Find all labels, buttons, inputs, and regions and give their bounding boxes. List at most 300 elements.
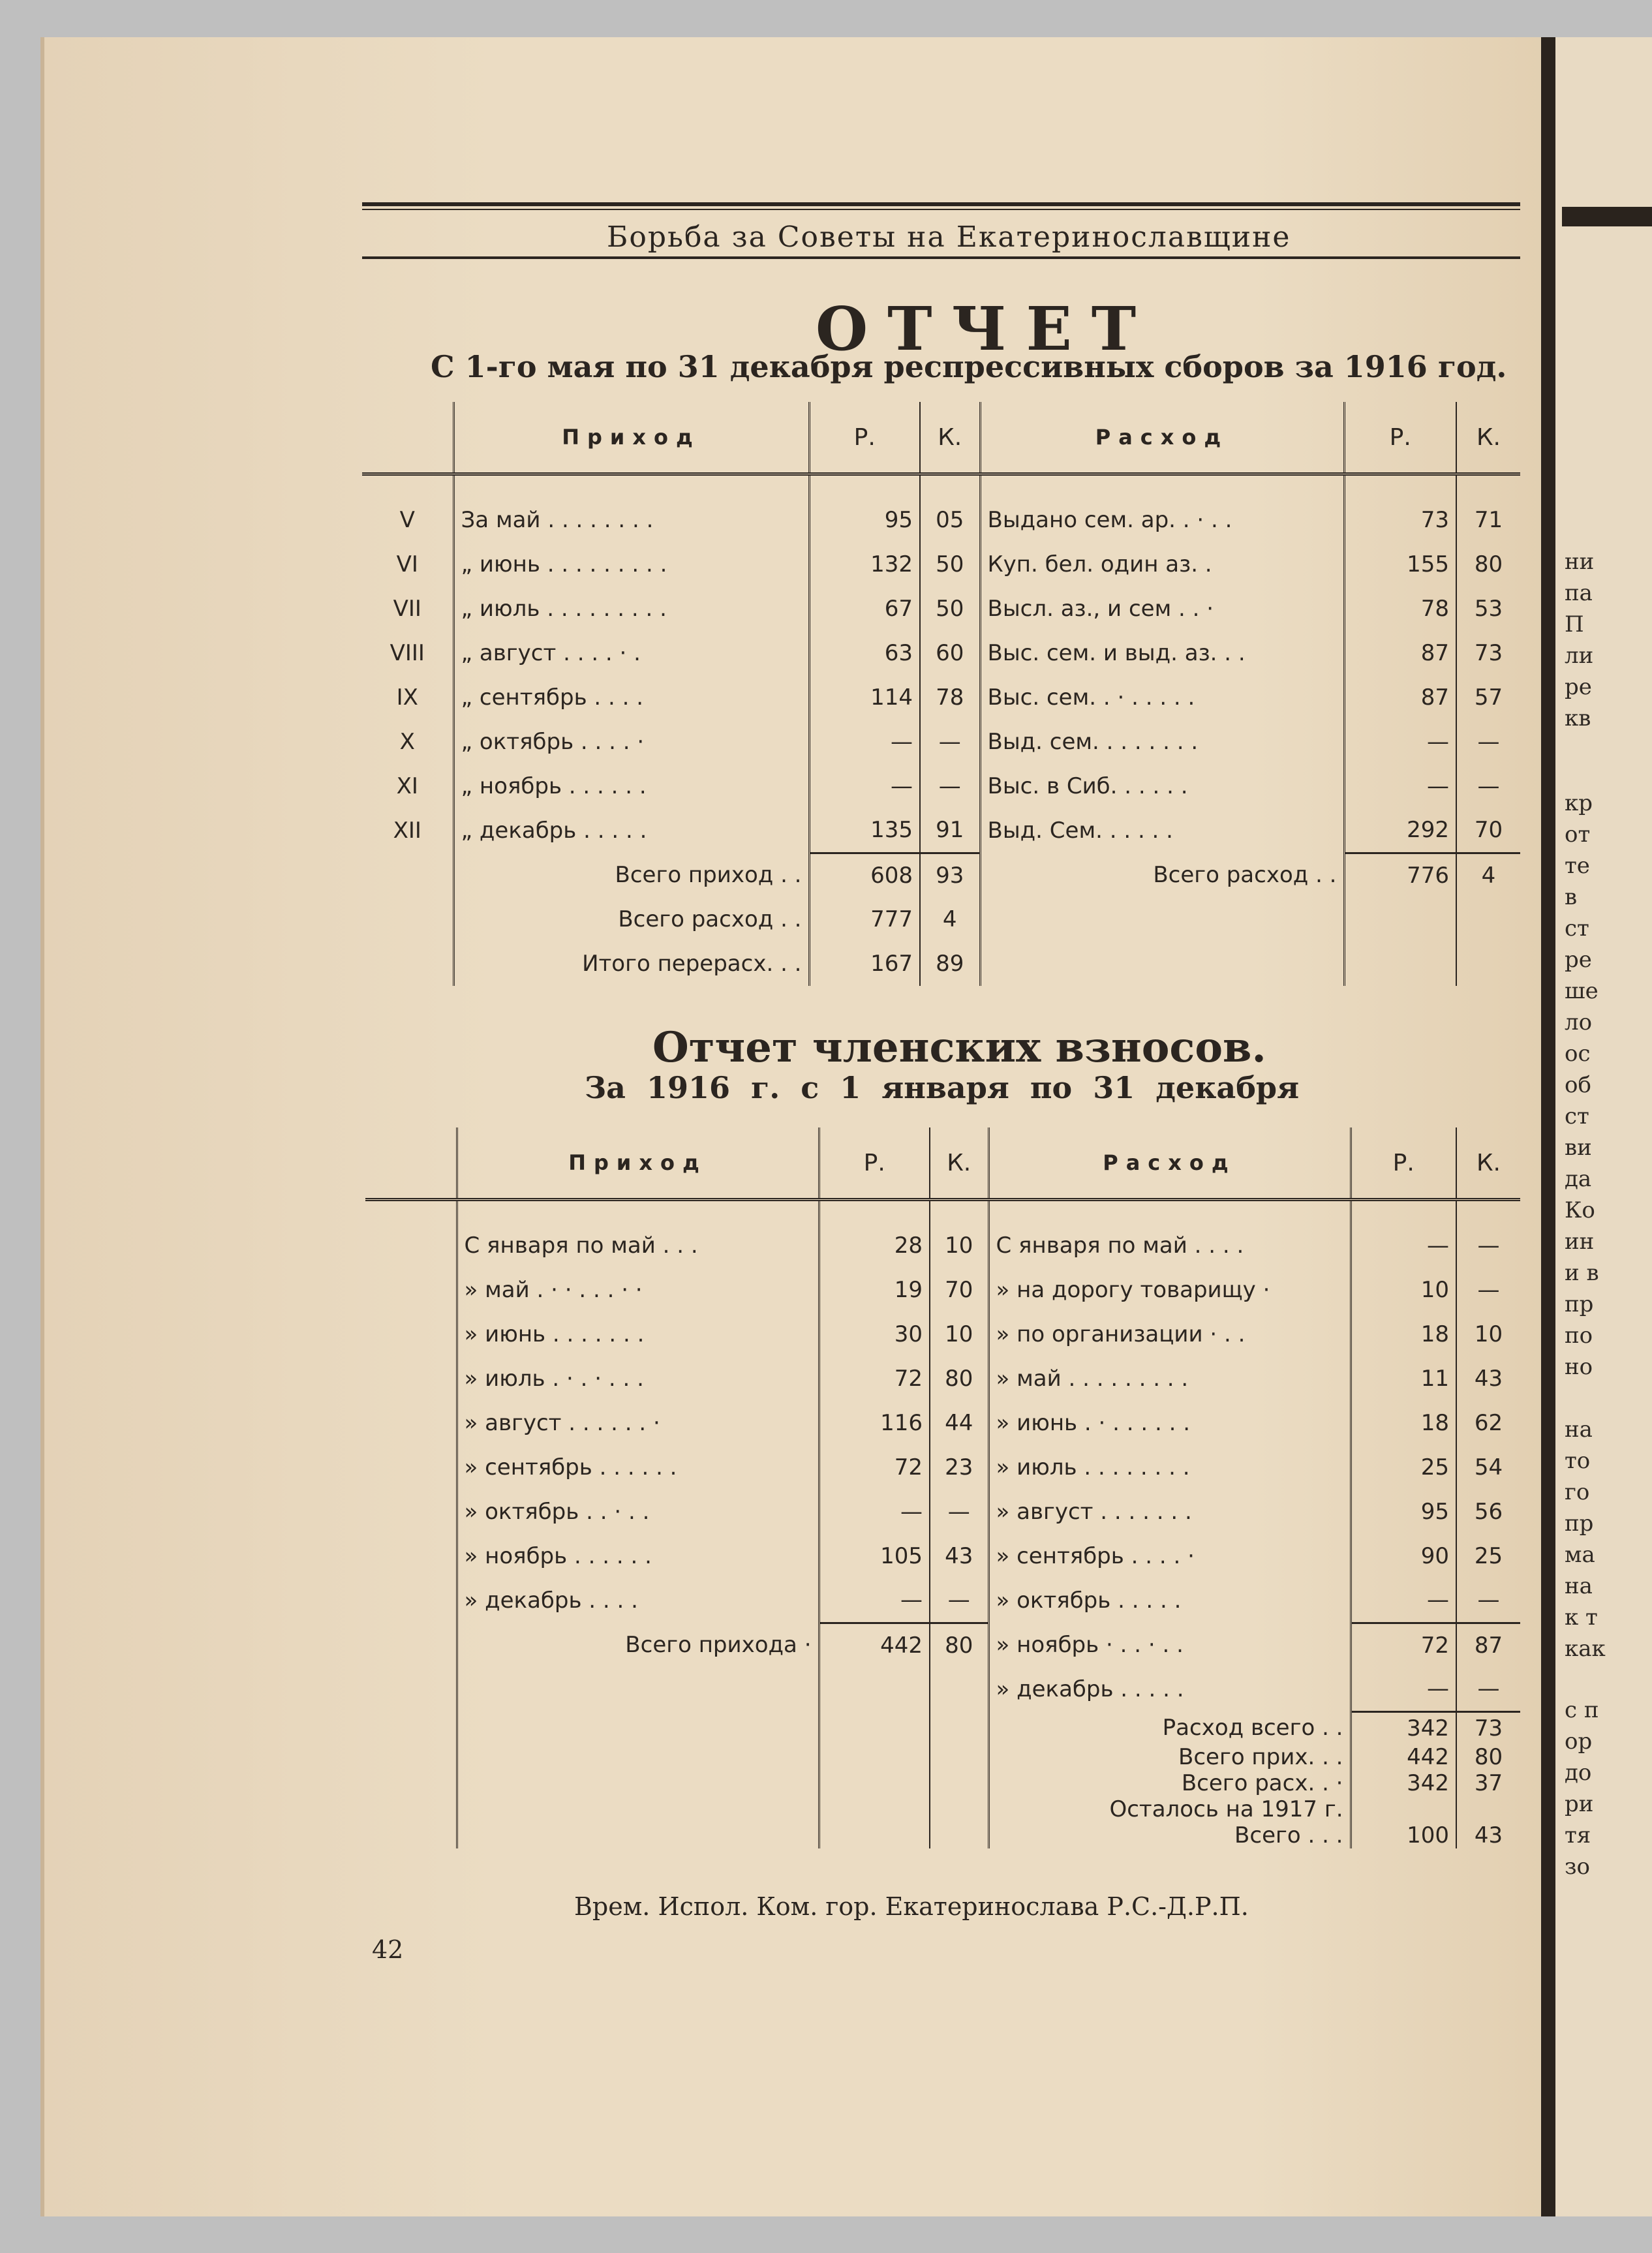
total-label: Всего приход . . (453, 853, 809, 897)
adjacent-page-text: ре (1565, 674, 1592, 700)
empty-cell (365, 1667, 457, 1711)
total-rub: 777 (809, 897, 920, 942)
empty-cell (988, 1200, 1351, 1224)
table-row (362, 764, 1520, 808)
expense-rub: 78 (1344, 587, 1456, 631)
table-row (365, 1445, 1520, 1490)
expense-rub: 95 (1351, 1490, 1456, 1534)
expense-label: » июль . . . . . . . . (988, 1445, 1351, 1490)
empty-cell (365, 1200, 457, 1224)
income-label: За май . . . . . . . . (453, 498, 809, 542)
expense-total-kop: 4 (1456, 853, 1520, 897)
income-rub: — (819, 1490, 930, 1534)
empty-cell (980, 942, 1344, 986)
empty-cell (930, 1200, 988, 1224)
expense-kop: 73 (1474, 640, 1503, 666)
empty-cell (457, 1200, 819, 1224)
table-row (362, 498, 1520, 542)
month-numeral: VIII (362, 631, 453, 675)
header-rule-top-thin (362, 209, 1520, 210)
adjacent-page-text: ли (1565, 643, 1594, 669)
adjacent-page-text: к т (1565, 1604, 1598, 1631)
table-row (362, 587, 1520, 631)
income-label: » июль . · . · . . . (457, 1356, 819, 1401)
empty-cell (819, 1200, 930, 1224)
total-kop: 93 (920, 853, 980, 897)
income-rub: 105 (819, 1534, 930, 1578)
expense-total-rub (1351, 1796, 1456, 1822)
empty-cell (362, 942, 453, 986)
expense-label: С января по май . . . . (988, 1223, 1351, 1268)
income-label: » июнь . . . . . . . (457, 1312, 819, 1356)
adjacent-page-text: с п (1565, 1697, 1599, 1723)
expense-label: Выд. сем. . . . . . . . (980, 720, 1344, 764)
expense-label: Куп. бел. один аз. . (980, 542, 1344, 587)
adjacent-page-text: но (1565, 1354, 1593, 1380)
expense-label: » май . . . . . . . . . (988, 1356, 1351, 1401)
adjacent-page-text: П (1565, 611, 1584, 637)
report-subtitle: С 1-го мая по 31 декабря респрессивных сборов за 1916 год. (431, 349, 1507, 384)
expense-kop: 56 (1474, 1499, 1503, 1525)
adjacent-page-text: ше (1565, 978, 1598, 1004)
empty-cell (365, 1770, 457, 1796)
income-total-rub: 442 (819, 1623, 930, 1667)
empty-cell (1344, 897, 1456, 942)
table-row (365, 1770, 1520, 1796)
income-kop: 23 (930, 1445, 988, 1490)
income-rub: 63 (809, 631, 920, 675)
month-numeral: VII (362, 587, 453, 631)
expense-kop: 87 (1456, 1623, 1520, 1667)
expense-kop: 25 (1474, 1543, 1503, 1569)
income-kop: 10 (930, 1312, 988, 1356)
expense-total-rub: 342 (1351, 1711, 1456, 1744)
expense-rub: 87 (1344, 631, 1456, 675)
table-row (362, 942, 1520, 986)
empty-cell (457, 1822, 819, 1848)
total-label: Итого перерасх. . . (453, 942, 809, 986)
expense-kop: 62 (1474, 1410, 1503, 1436)
table-row (362, 853, 1520, 897)
empty-cell (453, 474, 809, 498)
table-row (365, 1623, 1520, 1667)
expense-rub: 87 (1344, 675, 1456, 720)
expense-total-kop: 80 (1474, 1744, 1503, 1770)
expense-total-label: Всего расход . . (980, 853, 1344, 897)
empty-cell (365, 1356, 457, 1401)
adjacent-page-text: ос (1565, 1041, 1591, 1067)
expense-header: Расход (980, 402, 1344, 474)
month-numeral: VI (362, 542, 453, 587)
income-kop: 05 (920, 498, 980, 542)
report-title: ОТЧЕТ (816, 294, 1156, 364)
expense-kop: 10 (1474, 1321, 1503, 1347)
adjacent-page-text: зо (1565, 1854, 1591, 1880)
expense-total-rub: 776 (1344, 853, 1456, 897)
expense-kop-header: К. (1456, 1127, 1520, 1200)
adjacent-page-text: по (1565, 1323, 1593, 1349)
expense-rub: — (1351, 1223, 1456, 1268)
expense-rub: — (1344, 764, 1456, 808)
income-kop: 78 (920, 675, 980, 720)
adjacent-page-text: ин (1565, 1229, 1595, 1255)
expense-label: Высл. аз., и сем . . · (980, 587, 1344, 631)
income-kop: 50 (920, 587, 980, 631)
month-header (362, 402, 453, 474)
income-rub: 72 (819, 1445, 930, 1490)
empty-cell (809, 474, 920, 498)
income-rub: 28 (819, 1223, 930, 1268)
empty-cell (457, 1711, 819, 1744)
income-kop: 10 (930, 1223, 988, 1268)
table-row (362, 897, 1520, 942)
adjacent-page-text: то (1565, 1448, 1591, 1474)
month-numeral: X (362, 720, 453, 764)
adjacent-page-text: го (1565, 1479, 1590, 1505)
empty-cell (930, 1822, 988, 1848)
table-row (365, 1356, 1520, 1401)
empty-cell (1344, 474, 1456, 498)
month-numeral: IX (362, 675, 453, 720)
total-label: Всего расход . . (453, 897, 809, 942)
page-edge (40, 37, 44, 2216)
empty-cell (930, 1667, 988, 1711)
adjacent-page-text: те (1565, 853, 1590, 879)
empty-cell (365, 1534, 457, 1578)
empty-cell (819, 1822, 930, 1848)
table-row (365, 1578, 1520, 1623)
income-label: » сентябрь . . . . . . (457, 1445, 819, 1490)
total-kop: 89 (920, 942, 980, 986)
income-rub: 30 (819, 1312, 930, 1356)
table-row (365, 1268, 1520, 1312)
adjacent-page-text: пр (1565, 1291, 1594, 1317)
table-row (365, 1744, 1520, 1770)
expense-total-label: Всего прих. . . (988, 1744, 1351, 1770)
income-rub: 132 (809, 542, 920, 587)
table-row (365, 1312, 1520, 1356)
expense-rub: — (1344, 720, 1456, 764)
table-row (362, 631, 1520, 675)
adjacent-page-text: кр (1565, 790, 1593, 816)
expense-label: Выд. Сем. . . . . . (980, 808, 1344, 853)
income-kop: 60 (920, 631, 980, 675)
expense-rub-header: Р. (1351, 1127, 1456, 1200)
empty-cell (1456, 474, 1520, 498)
empty-cell (365, 1796, 457, 1822)
expense-label: » июнь . · . . . . . . (988, 1401, 1351, 1445)
expense-kop: — (1477, 729, 1500, 755)
expense-total-rub: 100 (1351, 1822, 1456, 1848)
empty-cell (362, 897, 453, 942)
expense-label: » август . . . . . . . (988, 1490, 1351, 1534)
empty-cell (980, 474, 1344, 498)
table-row (362, 542, 1520, 587)
expense-kop: 57 (1474, 684, 1503, 711)
income-kop: 80 (930, 1356, 988, 1401)
expense-rub: — (1351, 1578, 1456, 1623)
expense-kop: 43 (1474, 1366, 1503, 1392)
adjacent-page (1555, 37, 1652, 2216)
expense-rub: 90 (1351, 1534, 1456, 1578)
income-kop: 91 (920, 808, 980, 853)
empty-cell (457, 1770, 819, 1796)
empty-cell (365, 1312, 457, 1356)
membership-report-title: Отчет членских взносов. (652, 1023, 1266, 1072)
adjacent-page-text: в (1565, 884, 1578, 910)
income-label: „ октябрь . . . . · (453, 720, 809, 764)
income-rub: 19 (819, 1268, 930, 1312)
income-label: „ сентябрь . . . . (453, 675, 809, 720)
adjacent-page-text: да (1565, 1166, 1592, 1192)
adjacent-page-text: ст (1565, 1103, 1589, 1129)
kop-header: К. (930, 1127, 988, 1200)
table-row (365, 1490, 1520, 1534)
total-kop: 4 (920, 897, 980, 942)
empty-cell (457, 1667, 819, 1711)
expense-label: » октябрь . . . . . (988, 1578, 1351, 1623)
adjacent-page-text: ма (1565, 1542, 1595, 1568)
expense-label: Выс. сем. . · . . . . . (980, 675, 1344, 720)
header-rule-top (362, 202, 1520, 206)
empty-cell (930, 1711, 988, 1744)
expense-label: Выс. сем. и выд. аз. . . (980, 631, 1344, 675)
expense-label: » по организации · . . (988, 1312, 1351, 1356)
empty-cell (1351, 1200, 1456, 1224)
expense-total-label: Осталось на 1917 г. (988, 1796, 1351, 1822)
expense-rub: — (1351, 1667, 1456, 1711)
expense-rub: 18 (1351, 1312, 1456, 1356)
empty-cell (1456, 897, 1520, 942)
expense-kop: 70 (1474, 817, 1503, 844)
table-row (362, 474, 1520, 498)
expense-total-kop: 73 (1456, 1711, 1520, 1744)
expense-kop: — (1477, 1233, 1500, 1259)
empty-cell (365, 1623, 457, 1667)
adjacent-page-text: об (1565, 1072, 1591, 1098)
table-row (365, 1822, 1520, 1848)
adjacent-page-text: ст (1565, 915, 1589, 942)
adjacent-page-text: па (1565, 580, 1593, 606)
expense-rub-header: Р. (1344, 402, 1456, 474)
adjacent-page-text: тя (1565, 1822, 1591, 1848)
month-numeral: XII (362, 808, 453, 853)
income-label: „ июнь . . . . . . . . . (453, 542, 809, 587)
expense-kop: 71 (1474, 507, 1503, 533)
income-label: „ ноябрь . . . . . . (453, 764, 809, 808)
adjacent-page-text: Ко (1565, 1197, 1595, 1223)
empty-cell (365, 1744, 457, 1770)
membership-report-subtitle: За 1916 г. с 1 января по 31 декабря (585, 1070, 1300, 1105)
empty-cell (1456, 1200, 1520, 1224)
income-rub: 114 (809, 675, 920, 720)
running-header: Борьба за Советы на Екатеринославщине (607, 221, 1291, 254)
income-kop: — (920, 720, 980, 764)
income-kop: — (930, 1490, 988, 1534)
expense-label: » ноябрь · . . · . . (988, 1623, 1351, 1667)
table-row (362, 808, 1520, 853)
expense-rub: 25 (1351, 1445, 1456, 1490)
expense-kop: 80 (1474, 551, 1503, 577)
income-rub: 135 (809, 808, 920, 853)
income-rub: 95 (809, 498, 920, 542)
empty-cell (362, 853, 453, 897)
expense-kop: — (1477, 1277, 1500, 1303)
total-rub: 608 (809, 853, 920, 897)
empty-cell (365, 1490, 457, 1534)
expense-label: Выдано сем. ар. . · . . (980, 498, 1344, 542)
table-row (365, 1667, 1520, 1711)
expense-label: » декабрь . . . . . (988, 1667, 1351, 1711)
empty-cell (819, 1770, 930, 1796)
adjacent-page-text: ни (1565, 549, 1595, 575)
expense-rub: 292 (1344, 808, 1456, 853)
income-total-label: Всего прихода · (457, 1623, 819, 1667)
expense-kop: — (1477, 773, 1500, 799)
expense-total-rub: 442 (1351, 1744, 1456, 1770)
expense-kop: — (1477, 1587, 1500, 1614)
header-rule-bottom (362, 256, 1520, 259)
income-label: » май . · · . . . · · (457, 1268, 819, 1312)
empty-cell (457, 1796, 819, 1822)
adjacent-page-text: ви (1565, 1135, 1592, 1161)
income-label: „ июль . . . . . . . . . (453, 587, 809, 631)
income-label: „ декабрь . . . . . (453, 808, 809, 853)
expense-rub: 73 (1344, 498, 1456, 542)
empty-cell (819, 1796, 930, 1822)
expense-rub: 18 (1351, 1401, 1456, 1445)
empty-cell (365, 1401, 457, 1445)
income-label: » декабрь . . . . (457, 1578, 819, 1623)
expense-total-rub: 342 (1351, 1770, 1456, 1796)
month-numeral: XI (362, 764, 453, 808)
income-label: „ август . . . . · . (453, 631, 809, 675)
empty-cell (930, 1796, 988, 1822)
empty-cell (819, 1744, 930, 1770)
income-rub: — (809, 764, 920, 808)
table-row (365, 1223, 1520, 1268)
expense-rub: 155 (1344, 542, 1456, 587)
rub-header: Р. (819, 1127, 930, 1200)
income-header: Приход (453, 402, 809, 474)
empty-cell (457, 1744, 819, 1770)
expense-label: » на дорогу товарищу · (988, 1268, 1351, 1312)
expense-total-kop (1456, 1796, 1520, 1822)
table-row (365, 1200, 1520, 1224)
income-rub: 116 (819, 1401, 930, 1445)
expense-label: » сентябрь . . . . · (988, 1534, 1351, 1578)
membership-dues-table (365, 1127, 1520, 1848)
expense-kop-header: К. (1456, 402, 1520, 474)
adjacent-page-bar (1562, 207, 1652, 226)
table-row (365, 1401, 1520, 1445)
income-label: » ноябрь . . . . . . (457, 1534, 819, 1578)
total-rub: 167 (809, 942, 920, 986)
adjacent-page-text: ре (1565, 947, 1592, 973)
expense-rub: 11 (1351, 1356, 1456, 1401)
empty-cell (1344, 942, 1456, 986)
empty-cell (980, 897, 1344, 942)
empty-cell (819, 1711, 930, 1744)
blank-header (365, 1127, 457, 1200)
expense-total-kop: 37 (1474, 1770, 1503, 1796)
income-rub: 67 (809, 587, 920, 631)
adjacent-page-text: пр (1565, 1510, 1594, 1537)
adjacent-page-text: кв (1565, 705, 1591, 731)
adjacent-page-text: ло (1565, 1009, 1593, 1035)
income-label: С января по май . . . (457, 1223, 819, 1268)
table-row (362, 675, 1520, 720)
empty-cell (365, 1223, 457, 1268)
expense-header: Расход (988, 1127, 1351, 1200)
adjacent-page-text: до (1565, 1760, 1592, 1786)
table-row (365, 1796, 1520, 1822)
expense-kop: — (1477, 1676, 1500, 1702)
income-header: Приход (457, 1127, 819, 1200)
expense-rub: 10 (1351, 1268, 1456, 1312)
book-gutter (1541, 37, 1555, 2216)
empty-cell (930, 1744, 988, 1770)
empty-cell (819, 1667, 930, 1711)
expense-kop: 53 (1474, 596, 1503, 622)
income-kop: — (930, 1578, 988, 1623)
empty-cell (920, 474, 980, 498)
kop-header: К. (920, 402, 980, 474)
income-kop: 44 (930, 1401, 988, 1445)
table-row (365, 1711, 1520, 1744)
empty-cell (365, 1268, 457, 1312)
expense-total-label: Расход всего . . (988, 1711, 1351, 1744)
table-row (362, 720, 1520, 764)
empty-cell (362, 474, 453, 498)
income-rub: — (819, 1578, 930, 1623)
income-kop: 43 (930, 1534, 988, 1578)
expense-total-label: Всего расх. . · (988, 1770, 1351, 1796)
repressive-fund-table (362, 402, 1520, 986)
income-total-kop: 80 (930, 1623, 988, 1667)
adjacent-page-text: ри (1565, 1791, 1594, 1817)
adjacent-page-text: ор (1565, 1728, 1593, 1755)
adjacent-page-text: от (1565, 821, 1591, 848)
expense-kop: 54 (1474, 1454, 1503, 1480)
income-label: » август . . . . . . · (457, 1401, 819, 1445)
empty-cell (365, 1445, 457, 1490)
page-number: 42 (372, 1935, 404, 1964)
income-rub: — (809, 720, 920, 764)
empty-cell (1456, 942, 1520, 986)
expense-rub: 72 (1351, 1623, 1456, 1667)
income-kop: 70 (930, 1268, 988, 1312)
month-numeral: V (362, 498, 453, 542)
income-label: » октябрь . . · . . (457, 1490, 819, 1534)
empty-cell (930, 1770, 988, 1796)
empty-cell (365, 1711, 457, 1744)
income-kop: — (920, 764, 980, 808)
signature-line: Врем. Испол. Ком. гор. Екатеринослава Р.С.-Д.Р.П. (574, 1892, 1249, 1921)
empty-cell (365, 1822, 457, 1848)
expense-total-kop: 43 (1474, 1822, 1503, 1848)
expense-label: Выс. в Сиб. . . . . . (980, 764, 1344, 808)
adjacent-page-text: на (1565, 1573, 1593, 1599)
adjacent-page-text: на (1565, 1417, 1593, 1443)
table-row (365, 1534, 1520, 1578)
adjacent-page-text: как (1565, 1636, 1606, 1662)
income-kop: 50 (920, 542, 980, 587)
empty-cell (365, 1578, 457, 1623)
income-rub: 72 (819, 1356, 930, 1401)
adjacent-page-text: и в (1565, 1260, 1599, 1286)
rub-header: Р. (809, 402, 920, 474)
